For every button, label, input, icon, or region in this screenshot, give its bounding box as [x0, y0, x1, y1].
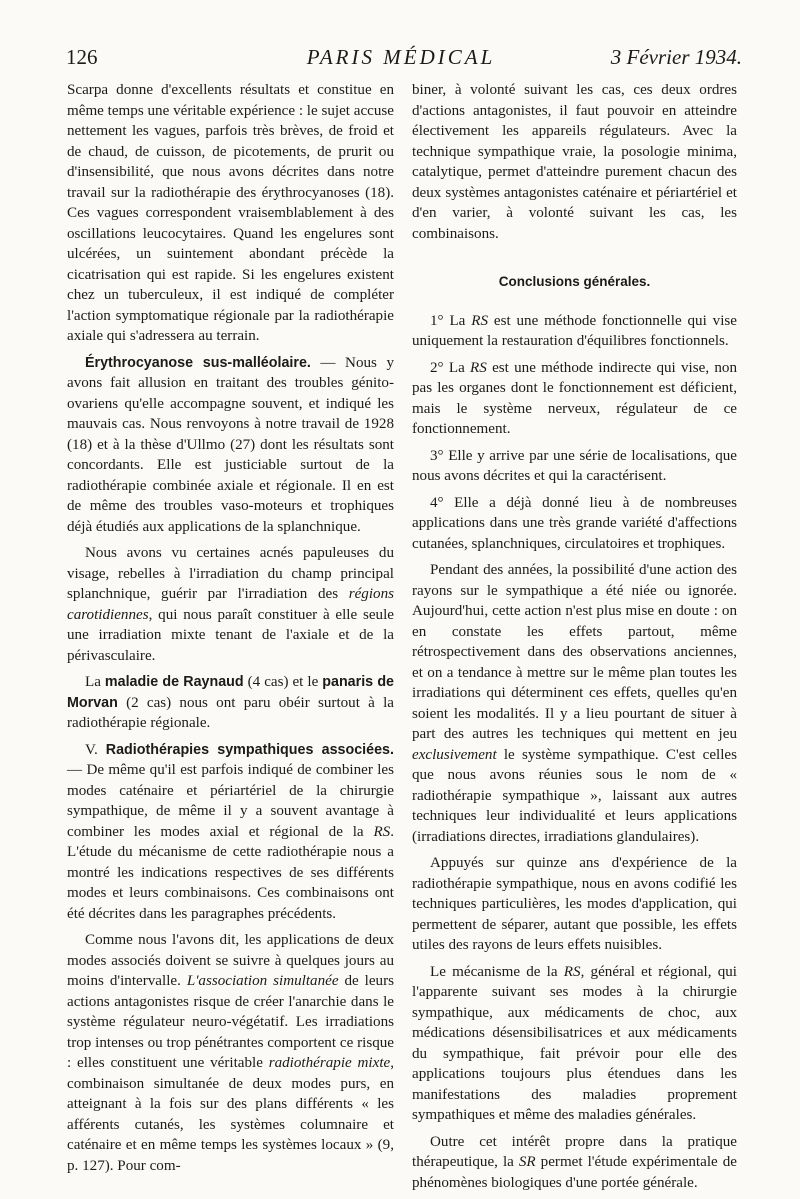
- page-number: 126: [66, 45, 98, 69]
- running-header: [60, 42, 742, 72]
- paragraph: Comme nous l'avons dit, les applications de deux modes associés doivent se suivre à quelques jours au moins d'intervalle. L'association simultanée de leurs actions antagonistes risque de créer l'anarchie dans le système régulateur neuro-végétatif. Les irradiations trop intenses ou trop pénétrantes comportent ce risque : elles constituent une véritable radiothérapie mixte, combinaison simultanée de deux modes purs, en atteignant à la fois sur des plans différents « les afférents cutanés, les systèmes columnaire et caténaire et en même temps les systèmes locaux » (9, p. 127). Pour com-: [67, 932, 395, 1174]
- issue-date: 3 Février 1934.: [610, 45, 742, 69]
- paragraph: Le mécanisme de la RS, général et régional, qui l'apparente suivant ses modes à la chirurgie sympathique, aux médicaments de choc, aux médications désensibilisatrices et aux médicaments du sympathique, fait prévoir pour elle des applications toujours plus étendues dans les manifestations des maladies proprement sympathiques et même des maladies générales.: [412, 963, 738, 1123]
- conclusion-item: 3° Elle y arrive par une série de localisations, que nous avons décrites et qui la caractérisent.: [412, 447, 737, 484]
- section-title: Conclusions générales.: [498, 274, 651, 289]
- paragraph-raynaud: La maladie de Raynaud (4 cas) et le panaris de Morvan (2 cas) nous ont paru obéir surtout à la radiothérapie régionale.: [67, 674, 395, 731]
- paragraph-acne: Nous avons vu certaines acnés papuleuses du visage, rebelles à l'irradiation du champ principal splanchnique, guérir par l'irradiation des régions carotidiennes, qui nous paraît constituer à elle seule une irradiation mixte tenant de l'axiale et de la périvasculaire.: [67, 545, 394, 664]
- subheading: panaris de Morvan: [67, 674, 395, 711]
- conclusion-item: 1° La RS est une méthode fonctionnelle qui vise uniquement la restauration d'équilibres fonctionnels.: [412, 312, 737, 349]
- paragraph: Outre cet intérêt propre dans la pratique thérapeutique, la SR permet l'étude expérimentale de phénomènes biologiques d'une portée générale.: [412, 1133, 737, 1191]
- subheading: maladie de Raynaud: [104, 674, 244, 690]
- subheading: Érythrocyanose sus-malléolaire.: [85, 354, 311, 371]
- left-column: [67, 80, 394, 1182]
- section-heading: Radiothérapies sympathiques associées.: [105, 741, 394, 758]
- conclusion-item: 2° La RS est une méthode indirecte qui vise, non pas les organes dont le fonctionnement est déficient, mais le système nerveux, régulateur de ce fonctionnement.: [412, 359, 737, 437]
- paragraph: Appuyés sur quinze ans d'expérience de la radiothérapie sympathique, nous en avons codifié les techniques particulières, les modes d'application, qui permettent de séparer, autant que possible, les effets utiles des rayons de leurs effets nuisibles.: [412, 855, 737, 953]
- paragraph: Scarpa donne d'excellents résultats et constitue en même temps une véritable expérience : le sujet accuse nettement les vagues, parfois très brèves, de froid et de chaud, de cuisson, de picotements, de prurit ou d'insensibilité, que nous avons décrites dans notre travail sur la radiothérapie des érythrocyanoses (18). Ces vagues correspondent vraisemblablement à des oscillations leucocytaires. Quand les engelures sont ulcérées, un suintement abondant précède la cicatrisation qui est rapide. Si les engelures existent chez un tuberculeux, il est indiqué de compléter l'action symptomatique régionale par la radiothérapie axiale qui s'adressera au terrain.: [67, 82, 394, 344]
- paragraph: Pendant des années, la possibilité d'une action des rayons sur le sympathique a été niée ou ignorée. Aujourd'hui, cette action n'est plus mise en doute : on en constate les effets partout, même rétrospectivement dans des observations anciennes, et on a tendance à mettre sur le même plan toutes les irradiations qui déterminent ces effets, quelles qu'en soient les modalités. Il y a lieu pourtant de situer à part des autres les techniques qui mettent en jeu exclusivement le système sympathique. C'est celles que nous avons réunies sous le nom de « radiothérapie sympathique », laissant aux autres techniques leur individualité et leurs applications (irradiations directes, irradiations glandulaires).: [412, 562, 737, 845]
- right-column: [412, 80, 737, 1199]
- paragraph: biner, à volonté suivant les cas, ces deux ordres d'actions antagonistes, il faut pouvoir en atteindre électivement les appareils régulateurs. Avec la technique sympathique vraie, la posologie minima, catalytique, permet d'atteindre purement chacun des deux systèmes antagonistes caténaire et périartériel et d'en varier, à volonté suivant les cas, les combinaisons.: [412, 82, 737, 242]
- conclusion-item: 4° Elle a déjà donné lieu à de nombreuses applications dans une très grande variété d'affections cutanées, splanchniques, circulatoires et trophiques.: [412, 494, 737, 552]
- paragraph-erythrocyanose: Érythrocyanose sus-malléolaire. — Nous y avons fait allusion en traitant des troubles génito-ovariens qu'elle accompagne souvent, et indiqué les mauvais cas. Nous renvoyons à notre travail de 1928 (18) et à la thèse d'Ullmo (27) dont les résultats sont concordants. Elle est justiciable surtout de la radiothérapie combinée axiale et régionale. Il en est de même des troubles vaso-moteurs et trophiques déjà étudiés aux applications de la splanchnique.: [67, 354, 394, 535]
- journal-title: PARIS MÉDICAL: [306, 45, 496, 69]
- paragraph-associees: V. Radiothérapies sympathiques associées. — De même qu'il est parfois indiqué de combiner les modes caténaire et périartériel de la chirurgie sympathique, de même il y a souvent avantage à combiner les modes axial et régional de la RS. L'étude du mécanisme de cette radiothérapie nous a montré les indications respectives de ses différents modes et leurs combinaisons. Ces combinaisons ont été décrites dans les paragraphes précédents.: [67, 741, 394, 922]
